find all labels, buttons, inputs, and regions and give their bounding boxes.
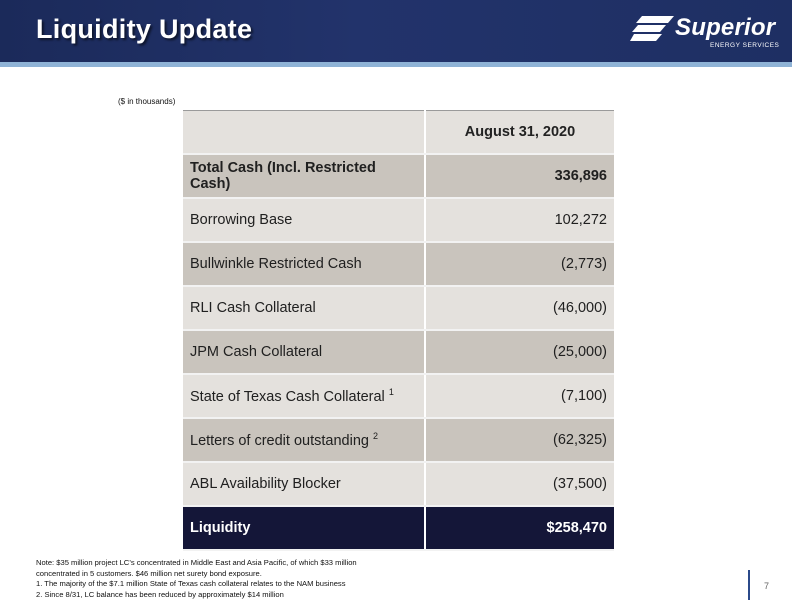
footnote-marker: 1 bbox=[388, 387, 394, 398]
row-value: (37,500) bbox=[425, 462, 614, 506]
row-value: 336,896 bbox=[425, 154, 614, 198]
superior-logo-icon bbox=[630, 16, 674, 42]
footnote-line: concentrated in 5 customers. $46 million net surety bond exposure. bbox=[36, 568, 262, 578]
table-header-row bbox=[183, 111, 614, 155]
row-label: Total Cash (Incl. Restricted Cash) bbox=[183, 154, 425, 198]
table-row bbox=[183, 198, 614, 242]
row-label: State of Texas Cash Collateral bbox=[190, 388, 385, 405]
footnote-line: 1. The majority of the $7.1 million State of Texas cash collateral relates to the NAM business bbox=[36, 579, 346, 588]
footnote-marker: 2 bbox=[372, 431, 378, 442]
row-label: Bullwinkle Restricted Cash bbox=[183, 242, 425, 286]
total-row bbox=[183, 506, 614, 550]
page-number-divider bbox=[748, 570, 750, 600]
row-value: (25,000) bbox=[425, 330, 614, 374]
row-label-cell bbox=[183, 418, 425, 462]
table-row bbox=[183, 286, 614, 330]
slide-title: Liquidity Update bbox=[36, 14, 253, 44]
table-row bbox=[183, 462, 614, 506]
column-header-text: August 31, 2020 bbox=[464, 124, 576, 140]
units-note: ($ in thousands) bbox=[118, 97, 176, 106]
table-row bbox=[183, 330, 614, 374]
row-label-cell bbox=[183, 374, 425, 418]
table-row bbox=[183, 374, 614, 418]
row-label: RLI Cash Collateral bbox=[183, 286, 425, 330]
footnote-line: Note: $35 million project LC’s concentrated in Middle East and Asia Pacific, of which $33 million bbox=[36, 558, 357, 567]
row-label: Borrowing Base bbox=[183, 198, 425, 242]
table-row bbox=[183, 418, 614, 462]
footnotes bbox=[36, 558, 436, 600]
total-value: $258,470 bbox=[425, 506, 614, 550]
row-label: ABL Availability Blocker bbox=[183, 462, 425, 506]
footnote-line: 2. Since 8/31, LC balance has been reduced by approximately $14 million bbox=[36, 589, 284, 599]
page-number: 7 bbox=[764, 581, 770, 591]
row-label: JPM Cash Collateral bbox=[183, 330, 425, 374]
column-header bbox=[425, 111, 614, 155]
row-label: Letters of credit outstanding bbox=[190, 432, 369, 449]
total-label: Liquidity bbox=[183, 506, 425, 550]
liquidity-table bbox=[183, 110, 614, 551]
header-stripe bbox=[0, 62, 792, 67]
brand-subtitle: ENERGY SERVICES bbox=[710, 42, 780, 49]
row-value: (2,773) bbox=[425, 242, 614, 286]
row-value: (46,000) bbox=[425, 286, 614, 330]
table-row bbox=[183, 242, 614, 286]
table-row bbox=[183, 154, 614, 198]
row-value: (62,325) bbox=[425, 418, 614, 462]
header-empty-cell bbox=[183, 111, 425, 155]
company-logo bbox=[630, 14, 790, 54]
brand-name: Superior bbox=[675, 14, 776, 41]
row-value: (7,100) bbox=[425, 374, 614, 418]
row-value: 102,272 bbox=[425, 198, 614, 242]
